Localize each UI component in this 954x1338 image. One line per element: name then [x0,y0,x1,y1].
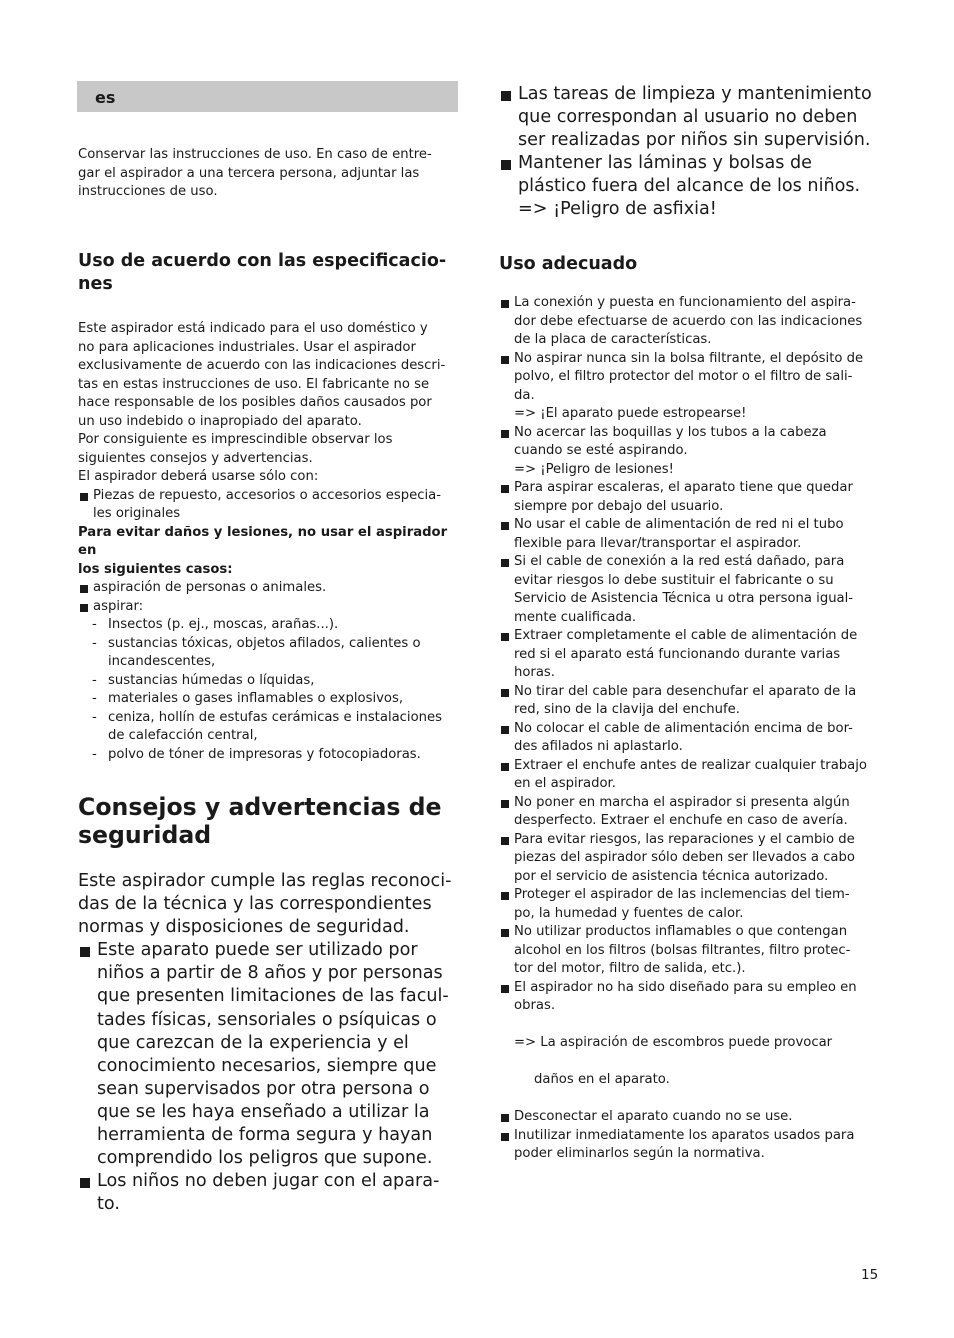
obras-note-line-1: => La aspiración de escombros puede provocar [514,1035,833,1050]
bullet-square-icon [501,726,509,734]
list-item-text: Extraer el enchufe antes de realizar cualquier trabajo en el aspirador. [514,757,867,791]
list-item [78,598,458,617]
list-item [499,794,884,831]
bullet-square-icon [501,929,509,937]
section-heading-adecuado [499,253,884,276]
list-item-text: No acercar las boquillas y los tubos a la cabeza cuando se esté aspirando. => ¡Peligro de lesiones! [514,424,827,477]
bullet-square-icon [501,522,509,530]
heading-consejos-text: Consejos y advertencias de seguridad [78,793,442,849]
list-item-text: La conexión y puesta en funcionamiento del aspira- dor debe efectuarse de acuerdo con las indicaciones de la placa de características. [514,295,863,347]
list-item [78,487,458,524]
obras-note [499,1016,884,1109]
list-item [499,627,884,683]
list-item-text: Mantener las láminas y bolsas de plástico fuera del alcance de los niños. => ¡Peligro de asfixia! [518,153,861,220]
list-item [499,720,884,757]
bullet-square-icon [80,585,88,593]
list-item-text: Para aspirar escaleras, el aparato tiene que quedar siempre por debajo del usuario. [514,480,853,514]
bullet-square-icon [501,1133,509,1141]
list-item-text: Para evitar riesgos, las reparaciones y el cambio de piezas del aspirador sólo deben ser llevados a cabo por el servicio de asistencia técnica autorizado. [514,831,855,884]
list-item-text: aspirar: [93,598,144,614]
safety-large-list [499,83,884,222]
dash-item: - polvo de tóner de impresoras y fotocopiadoras. [92,746,421,762]
warning-lead: Para evitar daños y lesiones, no usar el aspirador en los siguientes casos: [78,524,448,577]
list-item [499,979,884,1016]
list-item [499,923,884,979]
dash-item: - Insectos (p. ej., moscas, arañas...). [92,617,339,632]
page-number: 15 [861,1267,879,1283]
list-item-text: No utilizar productos inflamables o que contengan alcohol en los filtros (bolsas filtrantes, filtro protec- tor del motor, filtro de salida, etc.). [514,924,851,976]
list-item-text: Las tareas de limpieza y mantenimiento que correspondan al usuario no deben ser realizadas por niños sin supervisión. [518,84,872,151]
heading-uso-text: Uso de acuerdo con las especificacio- nes [78,251,447,294]
list-item [499,152,884,221]
bullet-square-icon [501,800,509,808]
list-item-text: Piezas de repuesto, accesorios o accesorios especia- les originales [93,487,441,521]
bullet-square-icon [501,837,509,845]
bullet-square-icon [501,892,509,900]
section-heading-consejos [78,793,458,849]
list-item [499,424,884,480]
language-tab [77,81,458,112]
bullet-square-icon [501,559,509,567]
bullet-square-icon [80,1178,90,1188]
bullet-square-icon [501,633,509,641]
consejos-section [78,870,463,1216]
bullet-square-icon [501,689,509,697]
bullet-square-icon [501,356,509,364]
list-item-text: aspiración de personas o animales. [93,580,327,595]
list-item [499,1108,884,1127]
bullet-square-icon [80,604,88,612]
list-item-text: Extraer completamente el cable de alimentación de red si el aparato está funcionando durante varias horas. [514,628,858,680]
list-item [499,553,884,627]
list-item-text: No usar el cable de alimentación de red ni el tubo flexible para llevar/transportar el aspirador. [514,517,844,551]
obras-note-line-2: daños en el aparato. [534,1072,670,1087]
list-item [499,294,884,350]
bullet-square-icon [501,91,511,101]
list-item [499,83,884,152]
list-item-text: Inutilizar inmediatamente los aparatos usados para poder eliminarlos según la normativa. [514,1127,855,1161]
list-item-text: Proteger el aspirador de las inclemencias del tiem- po, la humedad y fuentes de calor. [514,887,850,921]
bullet-square-icon [501,300,509,308]
list-item-text: No colocar el cable de alimentación encima de bor- des afilados ni aplastarlo. [514,720,853,754]
dash-item: - sustancias tóxicas, objetos afilados, calientes o incandescentes, [92,635,421,669]
dash-item: - ceniza, hollín de estufas cerámicas e instalaciones de calefacción central, [92,709,443,743]
list-item [78,579,458,598]
list-item [499,1127,884,1164]
list-item-text: No aspirar nunca sin la bolsa filtrante, el depósito de polvo, el filtro protector del motor o el filtro de sali- da. => ¡El aparato puede estropearse! [514,350,864,421]
list-item [499,683,884,720]
list-item-text: El aspirador no ha sido diseñado para su empleo en obras. [514,979,857,1013]
language-code: es [95,88,116,107]
list-item [499,757,884,794]
consejos-paragraph: Este aspirador cumple las reglas reconoci- das de la técnica y las correspondientes normas y disposiciones de seguridad. [78,871,452,938]
list-item [499,479,884,516]
bullet-square-icon [501,430,509,438]
list-item [499,350,884,424]
uso-section [78,320,458,764]
uso-adecuado-list [499,294,884,1164]
intro-text: Conservar las instrucciones de uso. En caso de entre- gar el aspirador a una tercera persona, adjuntar las instrucciones de uso. [78,147,432,199]
list-item [499,831,884,887]
section-heading-uso [78,250,458,296]
list-item [78,1170,463,1216]
dash-item: - sustancias húmedas o líquidas, [92,672,315,688]
list-item [499,886,884,923]
uso-paragraph: Este aspirador está indicado para el uso doméstico y no para aplicaciones industriales. Usar el aspirador exclusivamente de acuerdo con las indicaciones descri- tas en estas instrucciones de uso. El fabricante no se hace responsable de los posibles daños causados por un uso indebido o inapropiado del aparato. Por consiguiente es imprescindible observar los siguientes consejos y advertencias. El aspirador deberá usarse sólo con: [78,321,446,484]
list-item-text: Si el cable de conexión a la red está dañado, para evitar riesgos lo debe sustituir el fabricante o su Servicio de Asistencia Técnica u otra persona igual- mente cualificada. [514,554,854,625]
list-item-text: Desconectar el aparato cuando no se use. [514,1109,793,1124]
list-item-text: No poner en marcha el aspirador si presenta algún desperfecto. Extraer el enchufe en caso de avería. [514,794,850,828]
list-item [499,516,884,553]
bullet-square-icon [501,485,509,493]
bullet-square-icon [80,947,90,957]
dash-item: - materiales o gases inflamables o explosivos, [92,691,404,706]
bullet-square-icon [501,160,511,170]
bullet-square-icon [501,985,509,993]
bullet-square-icon [501,1114,509,1122]
bullet-square-icon [80,493,88,501]
bullet-square-icon [501,763,509,771]
list-item [78,939,463,1170]
list-item-text: No tirar del cable para desenchufar el aparato de la red, sino de la clavija del enchufe. [514,683,857,717]
intro-paragraph [78,146,458,202]
heading-adecuado-text: Uso adecuado [499,254,638,274]
list-item-text: Los niños no deben jugar con el apara- to. [97,1171,440,1215]
list-item-text: Este aparato puede ser utilizado por niños a partir de 8 años y por personas que presenten limitaciones de las facul- tades físicas, sensoriales o psíquicas o que carezcan de la experiencia y el conocimiento necesarios, siempre que sean supervisados por otra persona o que se les haya enseñado a utilizar la herramienta de forma segura y hayan comprendido los peligros que supone. [97,940,449,1169]
